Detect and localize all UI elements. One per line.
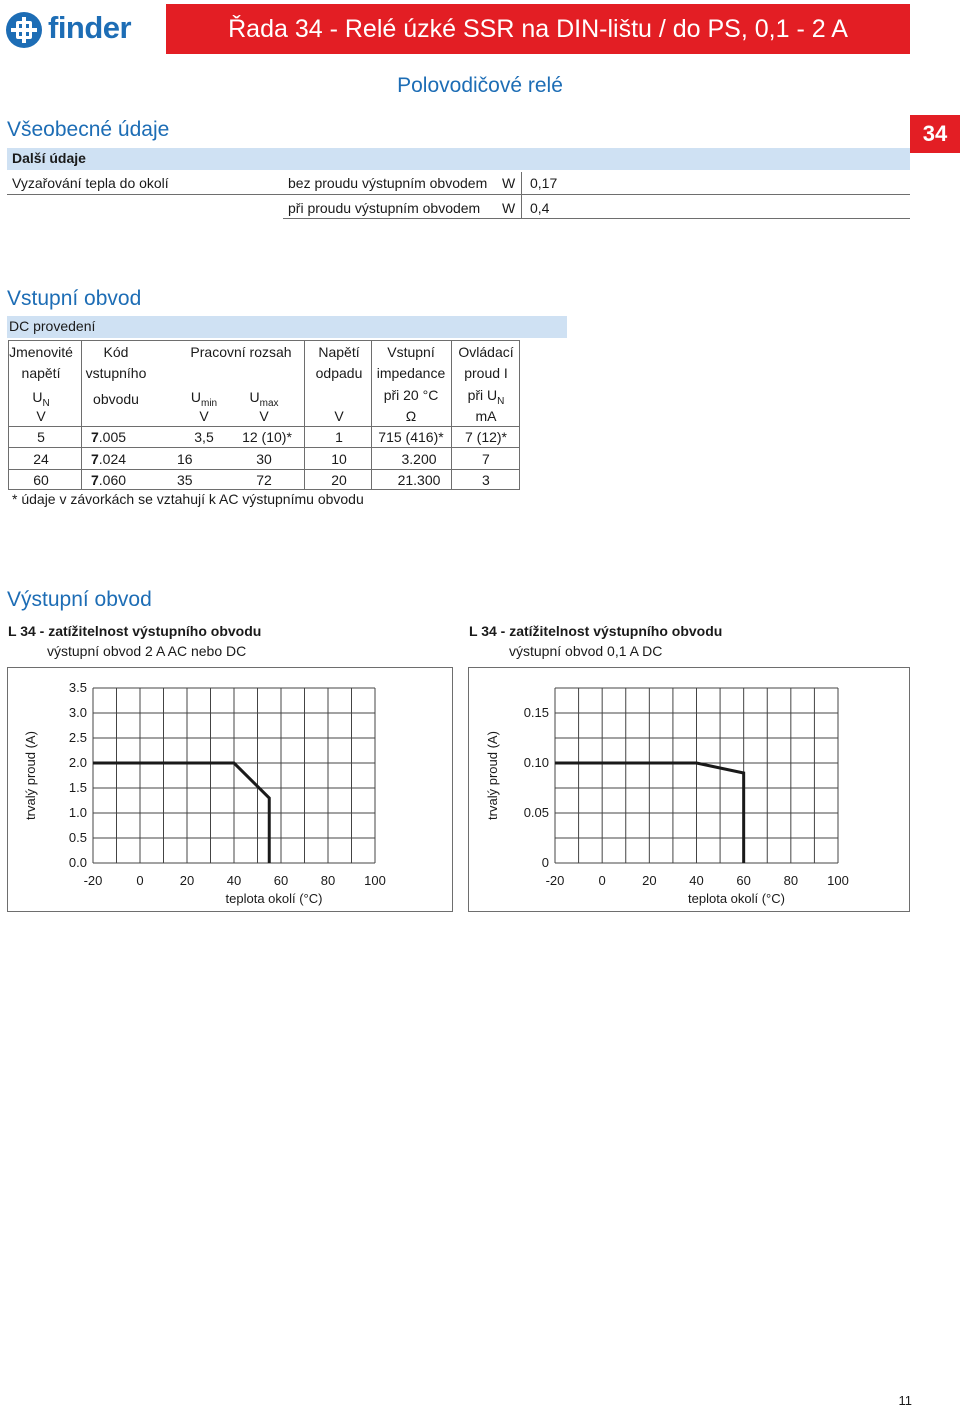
row3-umax: 72	[256, 472, 272, 488]
heat-condition-1: bez proudu výstupním obvodem	[288, 175, 488, 191]
chart1-xtick-label: 40	[226, 873, 242, 888]
row2-umin: 16	[177, 451, 193, 467]
col-umax-header: $U_{max}$	[249, 389, 279, 409]
row1-umax: 12 (10)*	[242, 429, 292, 445]
logo-text: finder	[48, 10, 132, 45]
row1-un: 5	[37, 429, 45, 445]
row2-cur: 7	[482, 451, 490, 467]
unit-un: V	[36, 408, 46, 424]
chart2-ytick-label: 0.15	[523, 705, 549, 720]
chart1-xtick-label: 60	[273, 873, 289, 888]
chart2-ytick-label: 0	[541, 855, 549, 870]
col-imp-h1: Vstupní	[387, 344, 435, 360]
chart1-xtick-label: 20	[179, 873, 195, 888]
col-range-header: Pracovní rozsah	[190, 344, 292, 360]
general-band-label: Další údaje	[12, 150, 86, 166]
col-cur-h3: při $U_N$	[467, 387, 505, 407]
chart1-ylabel: trvalý proud (A)	[23, 731, 38, 820]
heat-value-1: 0,17	[530, 175, 558, 191]
unit-umax: V	[259, 408, 269, 424]
row2-umax: 30	[256, 451, 272, 467]
unit-drop: V	[334, 408, 344, 424]
row2-imp: 3.200	[401, 451, 437, 467]
chart1-ytick-label: 0.5	[68, 830, 87, 845]
row1-imp: 715 (416)*	[378, 429, 444, 445]
chart1-ytick-label: 1.0	[68, 805, 87, 820]
chart1-ytick-label: 1.5	[68, 780, 87, 795]
heat-label: Vyzařování tepla do okolí	[12, 175, 169, 191]
col-un-h3: $U_N$	[32, 389, 50, 409]
heat-unit-1: W	[502, 175, 516, 191]
row3-umin: 35	[177, 472, 193, 488]
dc-version-label: DC provedení	[9, 318, 96, 334]
row1-code: 7.005	[91, 429, 127, 445]
chart1-plot	[23, 680, 386, 906]
col-code-h2: vstupního	[85, 365, 147, 381]
chart1-title: L 34 - zatížitelnost výstupního obvodu	[8, 623, 262, 639]
chart2-xtick-label: 0	[598, 873, 606, 888]
input-section-title: Vstupní obvod	[7, 287, 142, 310]
row3-code: 7.060	[91, 472, 127, 488]
row3-cur: 3	[482, 472, 490, 488]
chart1-xtick-label: -20	[83, 873, 103, 888]
chart1-xtick-label: 0	[136, 873, 144, 888]
row2-un: 24	[33, 451, 49, 467]
col-drop-h1: Napětí	[318, 344, 360, 360]
row1-cur: 7 (12)*	[464, 429, 508, 445]
unit-imp: Ω	[405, 408, 417, 424]
row2-drop: 10	[331, 451, 347, 467]
col-drop-h2: odpadu	[315, 365, 363, 381]
heat-condition-2: při proudu výstupním obvodem	[288, 200, 481, 216]
chart2-xtick-label: -20	[545, 873, 565, 888]
unit-umin: V	[199, 408, 209, 424]
chart1-ytick-label: 3.5	[68, 680, 87, 695]
row2-code: 7.024	[91, 451, 127, 467]
footnote: * údaje v závorkách se vztahují k AC výstupnímu obvodu	[12, 491, 364, 507]
chart1-xtick-label: 80	[320, 873, 336, 888]
chart1-ytick-label: 3.0	[68, 705, 87, 720]
page-number: 11	[898, 1393, 912, 1408]
chart2-xtick-label: 20	[642, 873, 657, 888]
col-cur-h1: Ovládací	[458, 344, 514, 360]
chart1-ytick-label: 2.5	[68, 730, 87, 745]
chart1-subtitle: výstupní obvod 2 A AC nebo DC	[47, 643, 247, 659]
col-un-h1: Jmenovité	[9, 344, 73, 360]
col-un-h2: napětí	[21, 365, 61, 381]
heat-value-2: 0,4	[530, 200, 550, 216]
chart2-title: L 34 - zatížitelnost výstupního obvodu	[469, 623, 723, 639]
chart2-xtick-label: 40	[689, 873, 704, 888]
chart1-ytick-label: 0.0	[68, 855, 87, 870]
unit-cur: mA	[475, 408, 497, 424]
col-code-h1: Kód	[103, 344, 129, 360]
general-section-title: Všeobecné údaje	[7, 118, 170, 141]
col-umin-header: $U_{min}$	[190, 389, 218, 409]
col-cur-h2: proud I	[464, 365, 508, 381]
row1-drop: 1	[335, 429, 343, 445]
chart2-ytick-label: 0.10	[523, 755, 549, 770]
output-section-title: Výstupní obvod	[7, 588, 152, 611]
row1-umin: 3,5	[194, 429, 214, 445]
chart1-xlabel: teplota okolí (°C)	[225, 891, 323, 906]
col-imp-h2: impedance	[376, 365, 446, 381]
row3-un: 60	[33, 472, 49, 488]
chart2-ylabel: trvalý proud (A)	[485, 731, 500, 820]
series-badge: 34	[910, 115, 960, 153]
chart2-xtick-label: 60	[736, 873, 751, 888]
chart2-xtick-label: 100	[827, 873, 849, 888]
chart1-ytick-label: 2.0	[68, 755, 87, 770]
row3-drop: 20	[331, 472, 347, 488]
chart1-xtick-label: 100	[364, 873, 386, 888]
chart2-subtitle: výstupní obvod 0,1 A DC	[509, 643, 663, 659]
col-imp-h3: při 20 °C	[383, 387, 439, 403]
page-subtitle: Polovodičové relé	[397, 74, 563, 97]
row3-imp: 21.300	[397, 472, 441, 488]
chart2-xlabel: teplota okolí (°C)	[688, 891, 785, 906]
heat-unit-2: W	[502, 200, 516, 216]
chart2-xtick-label: 80	[783, 873, 799, 888]
chart2-plot	[485, 688, 849, 906]
col-code-h3: obvodu	[93, 391, 139, 407]
page-title: Řada 34 - Relé úzké SSR na DIN-lištu / do PS, 0,1 - 2 A	[228, 15, 848, 43]
chart2-ytick-label: 0.05	[523, 805, 549, 820]
